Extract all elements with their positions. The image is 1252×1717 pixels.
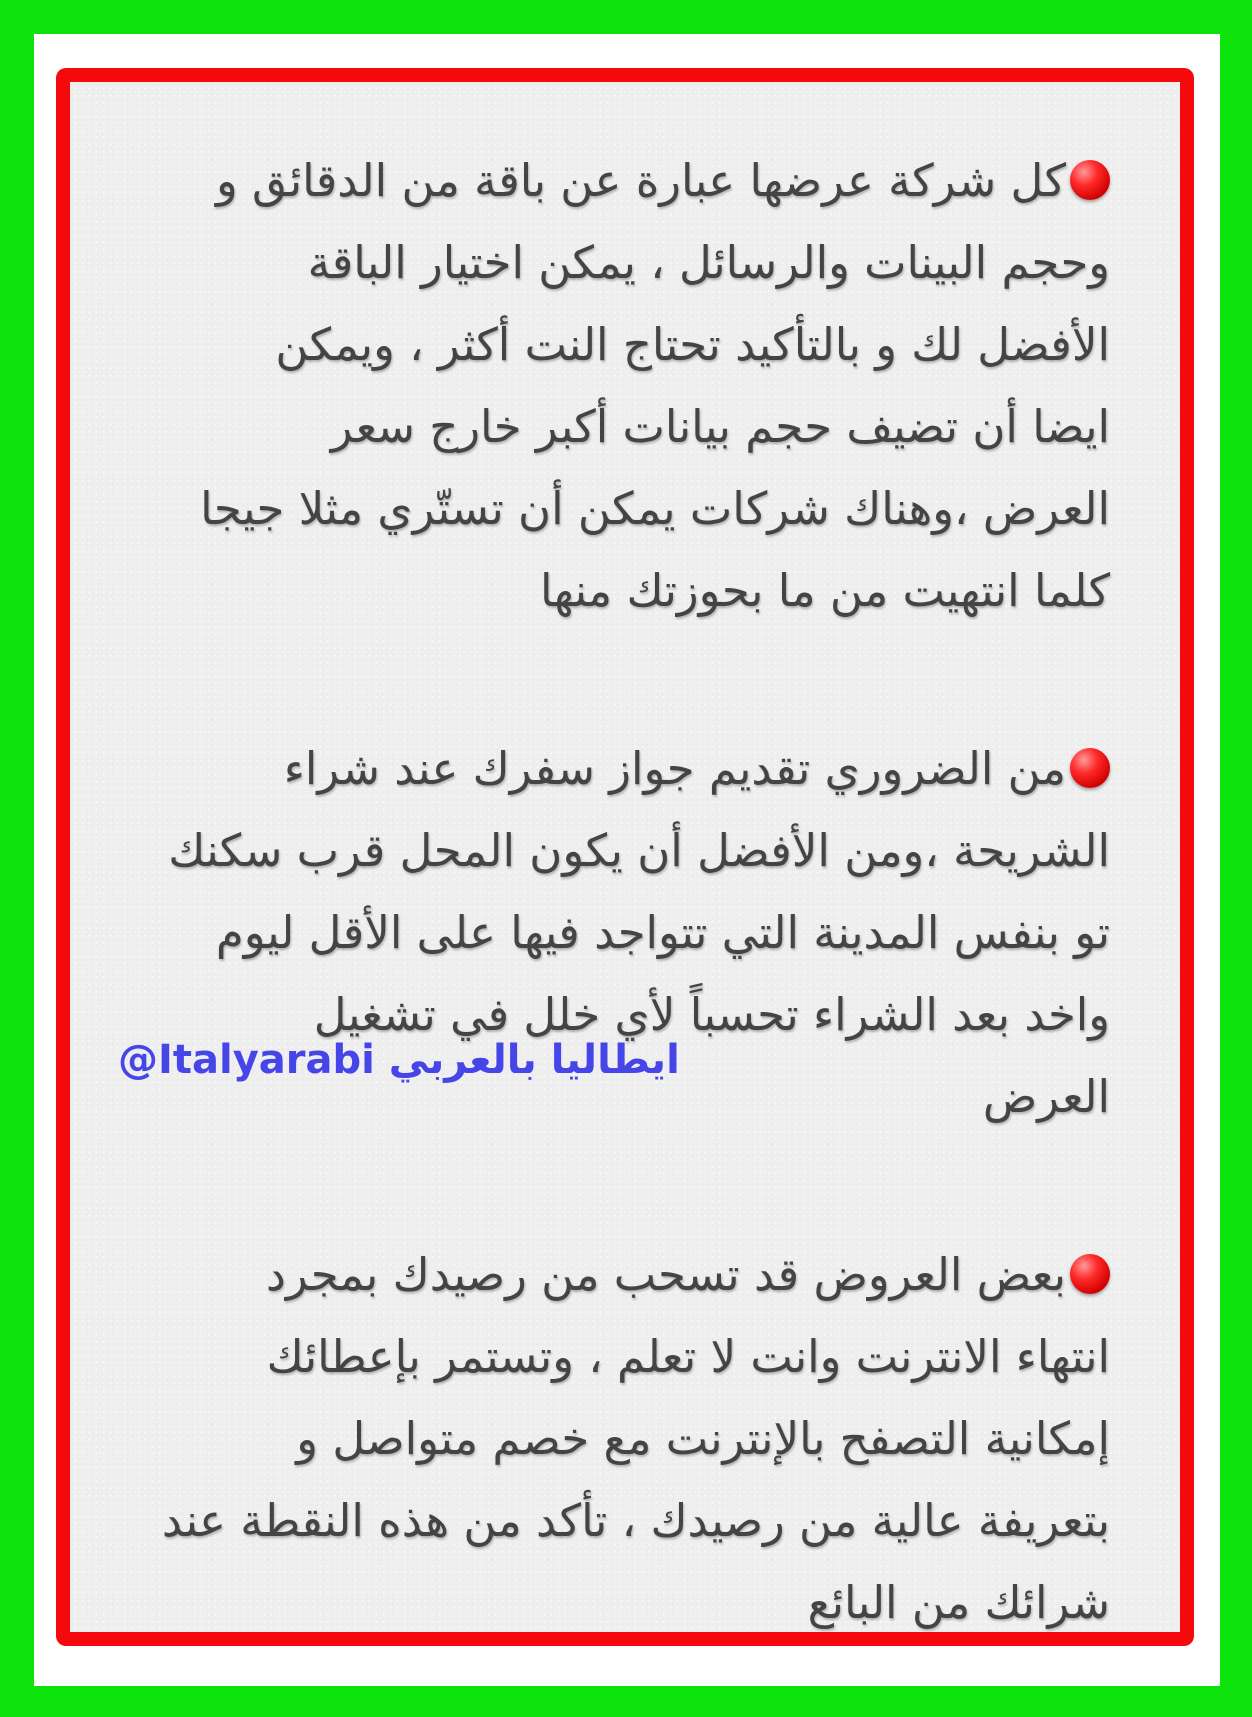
paragraph-1: [130, 140, 1110, 632]
paragraph-line: الأفضل لك و بالتأكيد تحتاج النت أكثر ، ويمكن: [275, 318, 1110, 371]
paragraph-line: الشريحة ،ومن الأفضل أن يكون المحل قرب سكنك: [168, 824, 1110, 877]
watermark-handle: @Italyarabi ايطاليا بالعربي: [118, 1037, 680, 1083]
paragraph-line: وحجم البينات والرسائل ، يمكن اختيار الباقة: [307, 236, 1110, 289]
paragraph-line: بتعريفة عالية من رصيدك ، تأكد من هذه النقطة عند: [161, 1494, 1110, 1547]
paragraph-spacer: [130, 632, 1110, 728]
paragraph-spacer: [130, 1138, 1110, 1234]
paragraph-3: [130, 1234, 1110, 1644]
red-circle-icon: [1070, 1254, 1110, 1294]
paragraph-line: ايضا أن تضيف حجم بيانات أكبر خارج سعر: [330, 400, 1110, 453]
paragraph-line: انتهاء الانترنت وانت لا تعلم ، وتستمر بإعطائك: [266, 1330, 1110, 1383]
paragraph-line: إمكانية التصفح بالإنترنت مع خصم متواصل و: [296, 1412, 1110, 1465]
paragraph-line: شرائك من البائع: [807, 1576, 1110, 1629]
paragraph-line: تو بنفس المدينة التي تتواجد فيها على الأقل ليوم: [215, 906, 1110, 959]
text-content: [130, 140, 1110, 1644]
paragraph-line: العرض ،وهناك شركات يمكن أن تستّري مثلا جيجا: [200, 482, 1110, 535]
paragraph-line: بعض العروض قد تسحب من رصيدك بمجرد: [130, 1234, 1110, 1316]
paragraph-line: كل شركة عرضها عبارة عن باقة من الدقائق و: [130, 140, 1110, 222]
red-circle-icon: [1070, 748, 1110, 788]
content-card: [56, 68, 1194, 1646]
paragraph-line: من الضروري تقديم جواز سفرك عند شراء: [130, 728, 1110, 810]
paragraph-line: كلما انتهيت من ما بحوزتك منها: [540, 564, 1110, 617]
paragraph-line: العرض: [982, 1070, 1110, 1123]
paragraph-line: واخد بعد الشراء تحسباً لأي خلل في تشغيل: [313, 988, 1110, 1041]
red-circle-icon: [1070, 160, 1110, 200]
